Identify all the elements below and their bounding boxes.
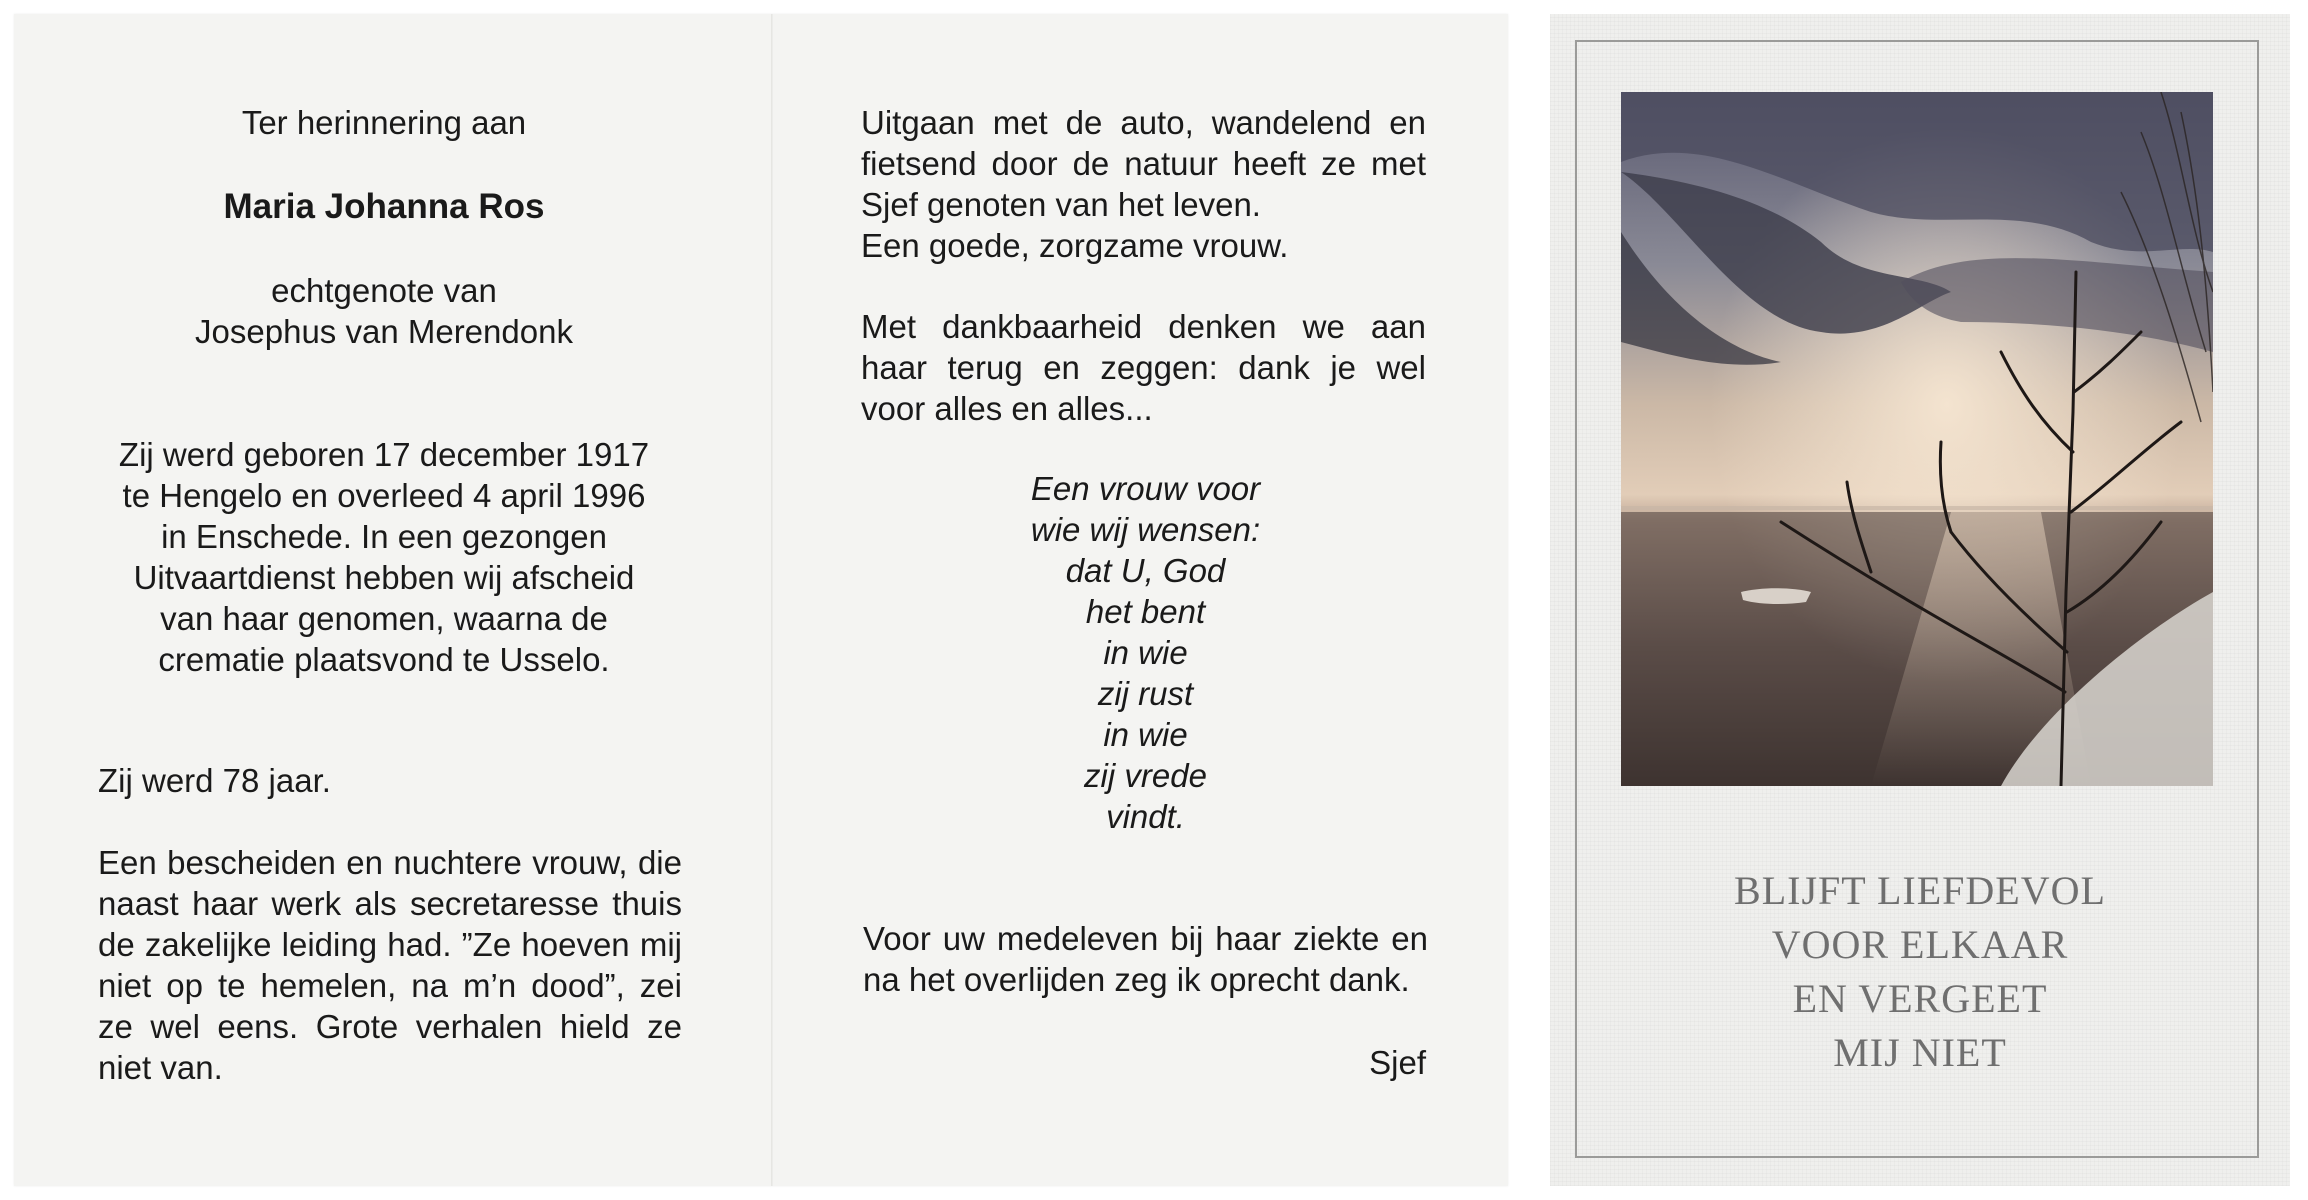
paragraph-outings <box>861 102 1426 266</box>
verse-line: BLIJFT LIEFDEVOL <box>1734 868 2106 913</box>
sunset-lake-photo <box>1621 92 2213 786</box>
poem-line: zij vrede <box>1084 757 1207 794</box>
birth-line: Uitvaartdienst hebben wij afscheid <box>133 559 635 596</box>
description-paragraph: Een bescheiden en nuchtere vrouw, die naast haar werk als secretaresse thuis de zakelijke leiding had. ”Ze hoeven mij niet op te hemelen, na m’n dood”, zei ze wel eens. Grote verhalen hield ze niet van. <box>98 844 682 1086</box>
birth-line: van haar genomen, waarna de <box>160 600 608 637</box>
poem-line: Een vrouw voor <box>1030 470 1261 507</box>
age-text: Zij werd 78 jaar. <box>98 762 331 799</box>
memorial-card-cover <box>1550 14 2290 1186</box>
paragraph-thanks: Voor uw medeleven bij haar ziekte en na het overlijden zeg ik oprecht dank. <box>863 920 1428 998</box>
left-page <box>14 14 771 1186</box>
birth-line: in Enschede. In een gezongen <box>161 518 607 555</box>
poem-line: in wie <box>1103 634 1188 671</box>
photo-svg <box>1621 92 2213 786</box>
poem-line: zij rust <box>1097 675 1194 712</box>
deceased-name: Maria Johanna Ros <box>223 187 545 226</box>
poem-line: in wie <box>1103 716 1188 753</box>
poem-line: dat U, God <box>1065 552 1226 589</box>
paragraph-outings-last: Een goede, zorgzame vrouw. <box>861 227 1289 264</box>
poem-line: het bent <box>1085 593 1206 630</box>
birth-line: Zij werd geboren 17 december 1917 <box>118 436 650 473</box>
signature: Sjef <box>1369 1044 1426 1081</box>
heading: Ter herinnering aan <box>241 104 527 141</box>
verse-line: VOOR ELKAAR <box>1771 922 2069 967</box>
right-page <box>773 14 1508 1186</box>
birth-line: crematie plaatsvond te Usselo. <box>158 641 610 678</box>
paragraph-outings-text: Uitgaan met de auto, wandelend en fietsend door de natuur heeft ze met Sjef genoten van het leven. <box>861 104 1426 223</box>
spouse-line: Josephus van Merendonk <box>195 313 573 350</box>
spouse-block <box>14 270 754 352</box>
verse-line: MIJ NIET <box>1833 1030 2007 1075</box>
poem-line: vindt. <box>1106 798 1185 835</box>
paragraph-gratitude: Met dankbaarheid denken we aan haar terug en zeggen: dank je wel voor alles en alles... <box>861 308 1426 427</box>
spouse-line: echtgenote van <box>271 272 497 309</box>
poem <box>773 468 1518 837</box>
birth-line: te Hengelo en overleed 4 april 1996 <box>122 477 646 514</box>
memorial-card-inner <box>14 14 1508 1186</box>
birth-death-block <box>74 434 694 680</box>
poem-line: wie wij wensen: <box>1030 511 1261 548</box>
cover-verse <box>1550 864 2290 1080</box>
verse-line: EN VERGEET <box>1792 976 2048 1021</box>
